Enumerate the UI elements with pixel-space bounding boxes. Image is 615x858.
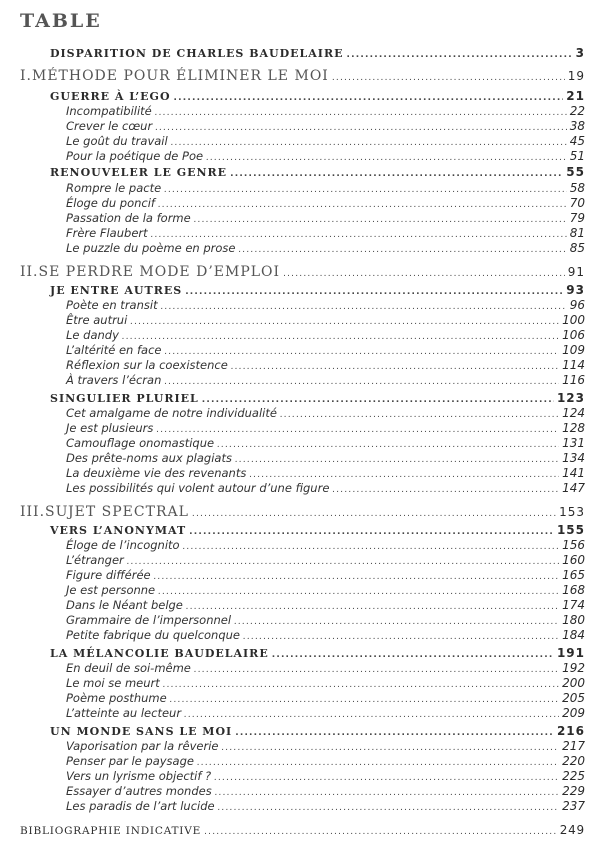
toc-row-bibliography-entry [20,823,585,837]
page-number: 3 [575,46,585,60]
toc-label: La deuxième vie des revenants [66,466,247,480]
page-number: 220 [562,754,585,768]
dot-leader [186,603,559,612]
dot-leader [170,696,559,705]
toc-row-section-entry [66,613,585,627]
page-number: 79 [569,211,585,225]
toc-label: III.SUJET SPECTRAL [20,504,189,520]
toc-label: Crever le cœur [66,119,153,133]
dot-leader [155,109,567,118]
page-number: 116 [562,373,585,387]
toc-label: GUERRE À L’EGO [50,90,171,103]
dot-leader [165,348,560,357]
toc-label: II.SE PERDRE MODE D’EMPLOI [20,264,281,280]
page-number: 184 [562,628,585,642]
toc-label: L’altérité en face [66,343,162,357]
toc-label: Les possibilités qui volent autour d’une figure [66,481,330,495]
toc-row-section-entry [66,583,585,597]
dot-leader [204,828,557,837]
toc-label: Vaporisation par la rêverie [66,739,219,753]
toc-label: Être autrui [66,313,128,327]
toc-row-section-entry [66,241,585,255]
toc-row-part-heading [20,68,585,84]
toc-label: À travers l’écran [66,373,162,387]
toc-row-section-entry [66,358,585,372]
toc-row-section-entry [66,298,585,312]
toc-row-section-entry [66,134,585,148]
toc-label: LA MÉLANCOLIE BAUDELAIRE [50,647,269,660]
page-number: 70 [569,196,585,210]
dot-leader [234,618,559,627]
dot-leader [154,573,559,582]
page-number: 216 [556,724,585,738]
toc-label: Grammaire de l’impersonnel [66,613,232,627]
toc-label: I.MÉTHODE POUR ÉLIMINER LE MOI [20,68,329,84]
page-number: 93 [566,283,585,297]
page-number: 165 [562,568,585,582]
page-number: 55 [566,165,585,179]
page-number: 156 [562,538,585,552]
page-number: 128 [562,421,585,435]
dot-leader [155,124,567,133]
toc-label: Le puzzle du poème en prose [66,241,236,255]
page-number: 155 [556,523,585,537]
dot-leader [283,270,565,279]
page-number: 21 [566,89,585,103]
page-number: 38 [569,119,585,133]
toc-row-section-entry [66,769,585,783]
toc-label: Camouflage onomastique [66,436,215,450]
toc-label: Je est personne [66,583,156,597]
dot-leader [158,201,567,210]
page-number: 51 [569,149,585,163]
dot-leader [122,333,559,342]
toc-label: RENOUVELER LE GENRE [50,166,228,179]
toc-label: Poète en transit [66,298,158,312]
toc-row-section-entry [66,421,585,435]
dot-leader [151,231,567,240]
dot-leader [161,303,567,312]
page-number: 225 [562,769,585,783]
toc-row-section-entry [66,211,585,225]
toc-label: Dans le Néant belge [66,598,183,612]
toc-label: Frère Flaubert [66,226,148,240]
page-number: 134 [562,451,585,465]
toc-row-section-entry [66,706,585,720]
toc-label: En deuil de soi-même [66,661,191,675]
toc-row-chapter-heading [50,165,585,179]
dot-leader [183,543,560,552]
page-number: 100 [562,313,585,327]
toc-label: Passation de la forme [66,211,191,225]
page-title: TABLE [20,10,102,32]
toc-row-part-heading [20,264,585,280]
dot-leader [230,170,563,179]
dot-leader [127,558,559,567]
page-number: 45 [569,134,585,148]
toc-row-section-entry [66,451,585,465]
page-number: 168 [562,583,585,597]
toc-row-part-heading [20,504,585,520]
dot-leader [332,74,565,83]
dot-leader [189,528,554,537]
dot-leader [238,246,566,255]
page-number: 147 [562,481,585,495]
page-number: 81 [569,226,585,240]
dot-leader [185,288,563,297]
page-number: 131 [562,436,585,450]
toc-label: Des prête-noms aux plagiats [66,451,232,465]
toc-label: Pour la poétique de Poe [66,149,204,163]
toc-label: Essayer d’autres mondes [66,784,212,798]
toc-label: Incompatibilité [66,104,152,118]
page-number: 191 [556,646,585,660]
toc-row-section-entry [66,568,585,582]
toc-row-section-entry [66,373,585,387]
toc-row-chapter-heading [50,283,585,297]
page-number: 114 [562,358,585,372]
page-number: 96 [569,298,585,312]
page-number: 109 [562,343,585,357]
toc-row-section-entry [66,481,585,495]
page-number: 106 [562,328,585,342]
toc-label: VERS L’ANONYMAT [50,524,187,537]
toc-label: Les paradis de l’art lucide [66,799,215,813]
toc-label: Petite fabrique du quelconque [66,628,241,642]
dot-leader [192,510,556,519]
toc-row-section-entry [66,104,585,118]
toc-label: DISPARITION DE CHARLES BAUDELAIRE [50,47,344,60]
toc-row-section-entry [66,181,585,195]
toc-row-chapter-heading [50,724,585,738]
toc-row-section-entry [66,436,585,450]
toc-row-section-entry [66,553,585,567]
dot-leader [202,396,554,405]
dot-leader [164,186,567,195]
toc-label: Éloge du poncif [66,196,155,210]
page-number: 217 [562,739,585,753]
dot-leader [235,456,559,465]
toc-row-chapter-heading [50,646,585,660]
toc-label: Le moi se meurt [66,676,160,690]
toc-row-section-entry [66,226,585,240]
dot-leader [280,411,559,420]
toc-row-section-entry [66,343,585,357]
page-number: 237 [562,799,585,813]
dot-leader [221,744,559,753]
toc-row-section-entry [66,328,585,342]
dot-leader [243,633,559,642]
toc-row-section-entry [66,119,585,133]
toc-label: L’étranger [66,553,124,567]
dot-leader [235,729,554,738]
toc-label: JE ENTRE AUTRES [50,284,183,297]
page-number: 19 [567,69,585,83]
toc-label: Penser par le paysage [66,754,194,768]
dot-leader [215,789,559,798]
dot-leader [174,94,564,103]
dot-leader [346,51,572,60]
dot-leader [272,651,554,660]
page-number: 200 [562,676,585,690]
dot-leader [197,759,559,768]
page-number: 85 [569,241,585,255]
page-number: 160 [562,553,585,567]
dot-leader [164,378,559,387]
toc-label: Vers un lyrisme objectif ? [66,769,212,783]
dot-leader [249,471,559,480]
dot-leader [231,363,559,372]
page-number: 123 [556,391,585,405]
toc-row-section-entry [66,661,585,675]
dot-leader [184,711,559,720]
toc-row-section-entry [66,691,585,705]
toc-row-section-entry [66,754,585,768]
toc-row-chapter-heading [50,391,585,405]
dot-leader [218,804,560,813]
dot-leader [332,486,559,495]
page-number: 209 [562,706,585,720]
page-number: 205 [562,691,585,705]
toc-label: Figure différée [66,568,151,582]
page-number: 124 [562,406,585,420]
dot-leader [214,774,559,783]
toc-row-section-entry [66,598,585,612]
toc-label: Le goût du travail [66,134,168,148]
toc-label: Le dandy [66,328,119,342]
toc-label: BIBLIOGRAPHIE INDICATIVE [20,825,202,837]
toc-row-chapter-heading [50,46,585,60]
toc-row-section-entry [66,406,585,420]
page-number: 153 [559,505,585,519]
toc-label: Éloge de l’incognito [66,538,180,552]
toc-row-section-entry [66,149,585,163]
page-number: 174 [562,598,585,612]
toc-row-section-entry [66,628,585,642]
toc-row-section-entry [66,196,585,210]
page-number: 22 [569,104,585,118]
dot-leader [130,318,559,327]
toc-row-section-entry [66,676,585,690]
dot-leader [194,666,559,675]
dot-leader [158,588,559,597]
toc-label: Poème posthume [66,691,167,705]
dot-leader [171,139,567,148]
page-number: 229 [562,784,585,798]
page-number: 58 [569,181,585,195]
toc-row-section-entry [66,466,585,480]
toc-label: Je est plusieurs [66,421,154,435]
page-number: 141 [562,466,585,480]
toc-label: SINGULIER PLURIEL [50,392,199,405]
toc-label: Réflexion sur la coexistence [66,358,228,372]
toc-label: Rompre le pacte [66,181,162,195]
dot-leader [194,216,567,225]
toc-label: UN MONDE SANS LE MOI [50,725,233,738]
toc-row-chapter-heading [50,523,585,537]
toc-row-section-entry [66,784,585,798]
dot-leader [163,681,559,690]
page-number: 180 [562,613,585,627]
toc-row-section-entry [66,538,585,552]
page-number: 249 [559,823,585,837]
toc-row-section-entry [66,313,585,327]
toc-label: L’atteinte au lecteur [66,706,182,720]
page-number: 91 [567,265,585,279]
toc-row-section-entry [66,799,585,813]
dot-leader [217,441,559,450]
toc-row-chapter-heading [50,89,585,103]
toc-label: Cet amalgame de notre individualité [66,406,277,420]
dot-leader [156,426,559,435]
dot-leader [206,154,567,163]
page-number: 192 [562,661,585,675]
toc-row-section-entry [66,739,585,753]
